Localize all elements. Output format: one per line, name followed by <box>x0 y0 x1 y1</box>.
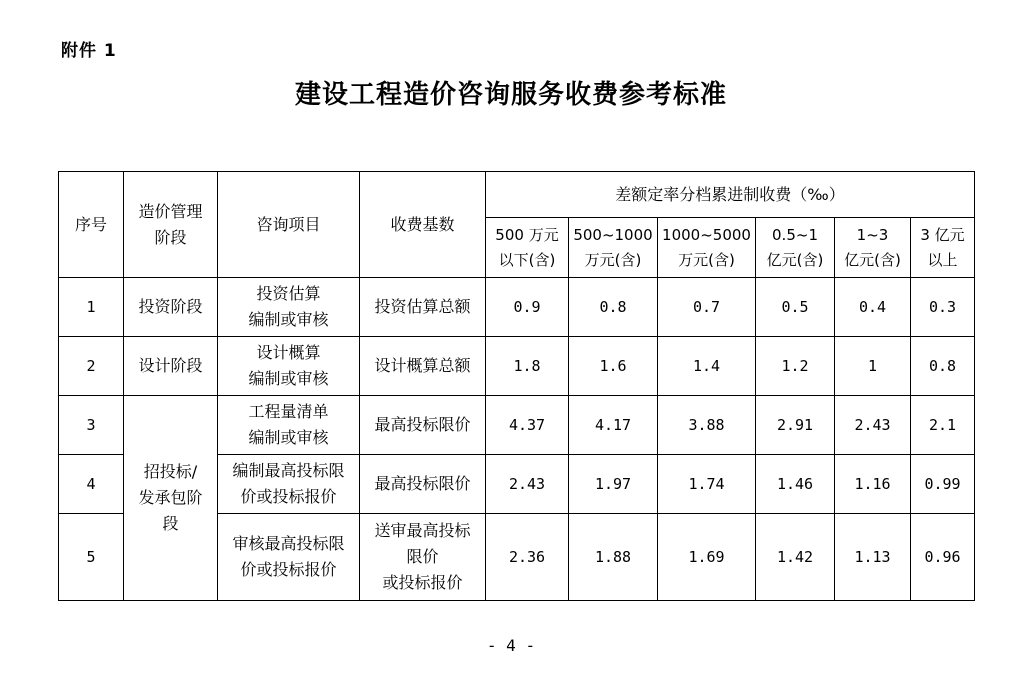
header-row-1 <box>59 172 975 218</box>
row-no: 2 <box>59 337 124 396</box>
row-base: 最高投标限价 <box>360 455 486 514</box>
row-item: 编制最高投标限 价或投标报价 <box>218 455 360 514</box>
rate-cell: 1.88 <box>569 514 658 601</box>
row-no: 5 <box>59 514 124 601</box>
row-no: 1 <box>59 278 124 337</box>
row-item: 审核最高投标限 价或投标报价 <box>218 514 360 601</box>
rate-cell: 0.4 <box>835 278 911 337</box>
rate-cell: 1.16 <box>835 455 911 514</box>
header-rate-group: 差额定率分档累进制收费（‰） <box>486 172 975 218</box>
rate-cell: 0.99 <box>911 455 975 514</box>
row-item: 投资估算 编制或审核 <box>218 278 360 337</box>
header-stage: 造价管理 阶段 <box>124 172 218 278</box>
rate-cell: 1.4 <box>658 337 756 396</box>
rate-cell: 1.69 <box>658 514 756 601</box>
header-band: 500 万元 以下(含) <box>486 218 569 278</box>
rate-cell: 2.1 <box>911 396 975 455</box>
row-no: 3 <box>59 396 124 455</box>
rate-cell: 0.5 <box>756 278 835 337</box>
rate-cell: 1.97 <box>569 455 658 514</box>
row-stage: 招投标/ 发承包阶 段 <box>124 396 218 601</box>
table-row <box>59 396 975 455</box>
rate-cell: 0.8 <box>569 278 658 337</box>
rate-cell: 1.74 <box>658 455 756 514</box>
row-stage: 投资阶段 <box>124 278 218 337</box>
rate-cell: 0.8 <box>911 337 975 396</box>
row-base: 送审最高投标 限价 或投标报价 <box>360 514 486 601</box>
rate-cell: 1.8 <box>486 337 569 396</box>
row-stage: 设计阶段 <box>124 337 218 396</box>
row-item: 工程量清单 编制或审核 <box>218 396 360 455</box>
rate-cell: 3.88 <box>658 396 756 455</box>
header-item: 咨询项目 <box>218 172 360 278</box>
header-band: 1000~5000 万元(含) <box>658 218 756 278</box>
row-base: 最高投标限价 <box>360 396 486 455</box>
fee-standard-table <box>58 171 975 601</box>
header-no: 序号 <box>59 172 124 278</box>
rate-cell: 0.9 <box>486 278 569 337</box>
header-band: 1~3 亿元(含) <box>835 218 911 278</box>
rate-cell: 1.13 <box>835 514 911 601</box>
document-title: 建设工程造价咨询服务收费参考标准 <box>294 80 727 110</box>
rate-cell: 1.42 <box>756 514 835 601</box>
rate-cell: 2.91 <box>756 396 835 455</box>
row-no: 4 <box>59 455 124 514</box>
rate-cell: 0.96 <box>911 514 975 601</box>
rate-cell: 4.37 <box>486 396 569 455</box>
rate-cell: 0.3 <box>911 278 975 337</box>
rate-cell: 4.17 <box>569 396 658 455</box>
row-item: 设计概算 编制或审核 <box>218 337 360 396</box>
page-number: - 4 - <box>486 636 536 655</box>
header-band: 3 亿元 以上 <box>911 218 975 278</box>
table-row <box>59 337 975 396</box>
rate-cell: 1 <box>835 337 911 396</box>
rate-cell: 1.6 <box>569 337 658 396</box>
header-band: 0.5~1 亿元(含) <box>756 218 835 278</box>
row-base: 投资估算总额 <box>360 278 486 337</box>
rate-cell: 1.46 <box>756 455 835 514</box>
rate-cell: 1.2 <box>756 337 835 396</box>
header-band: 500~1000 万元(含) <box>569 218 658 278</box>
table-row <box>59 278 975 337</box>
rate-cell: 2.43 <box>486 455 569 514</box>
rate-cell: 2.36 <box>486 514 569 601</box>
row-base: 设计概算总额 <box>360 337 486 396</box>
rate-cell: 2.43 <box>835 396 911 455</box>
rate-cell: 0.7 <box>658 278 756 337</box>
header-base: 收费基数 <box>360 172 486 278</box>
attachment-label: 附件 1 <box>61 41 117 61</box>
